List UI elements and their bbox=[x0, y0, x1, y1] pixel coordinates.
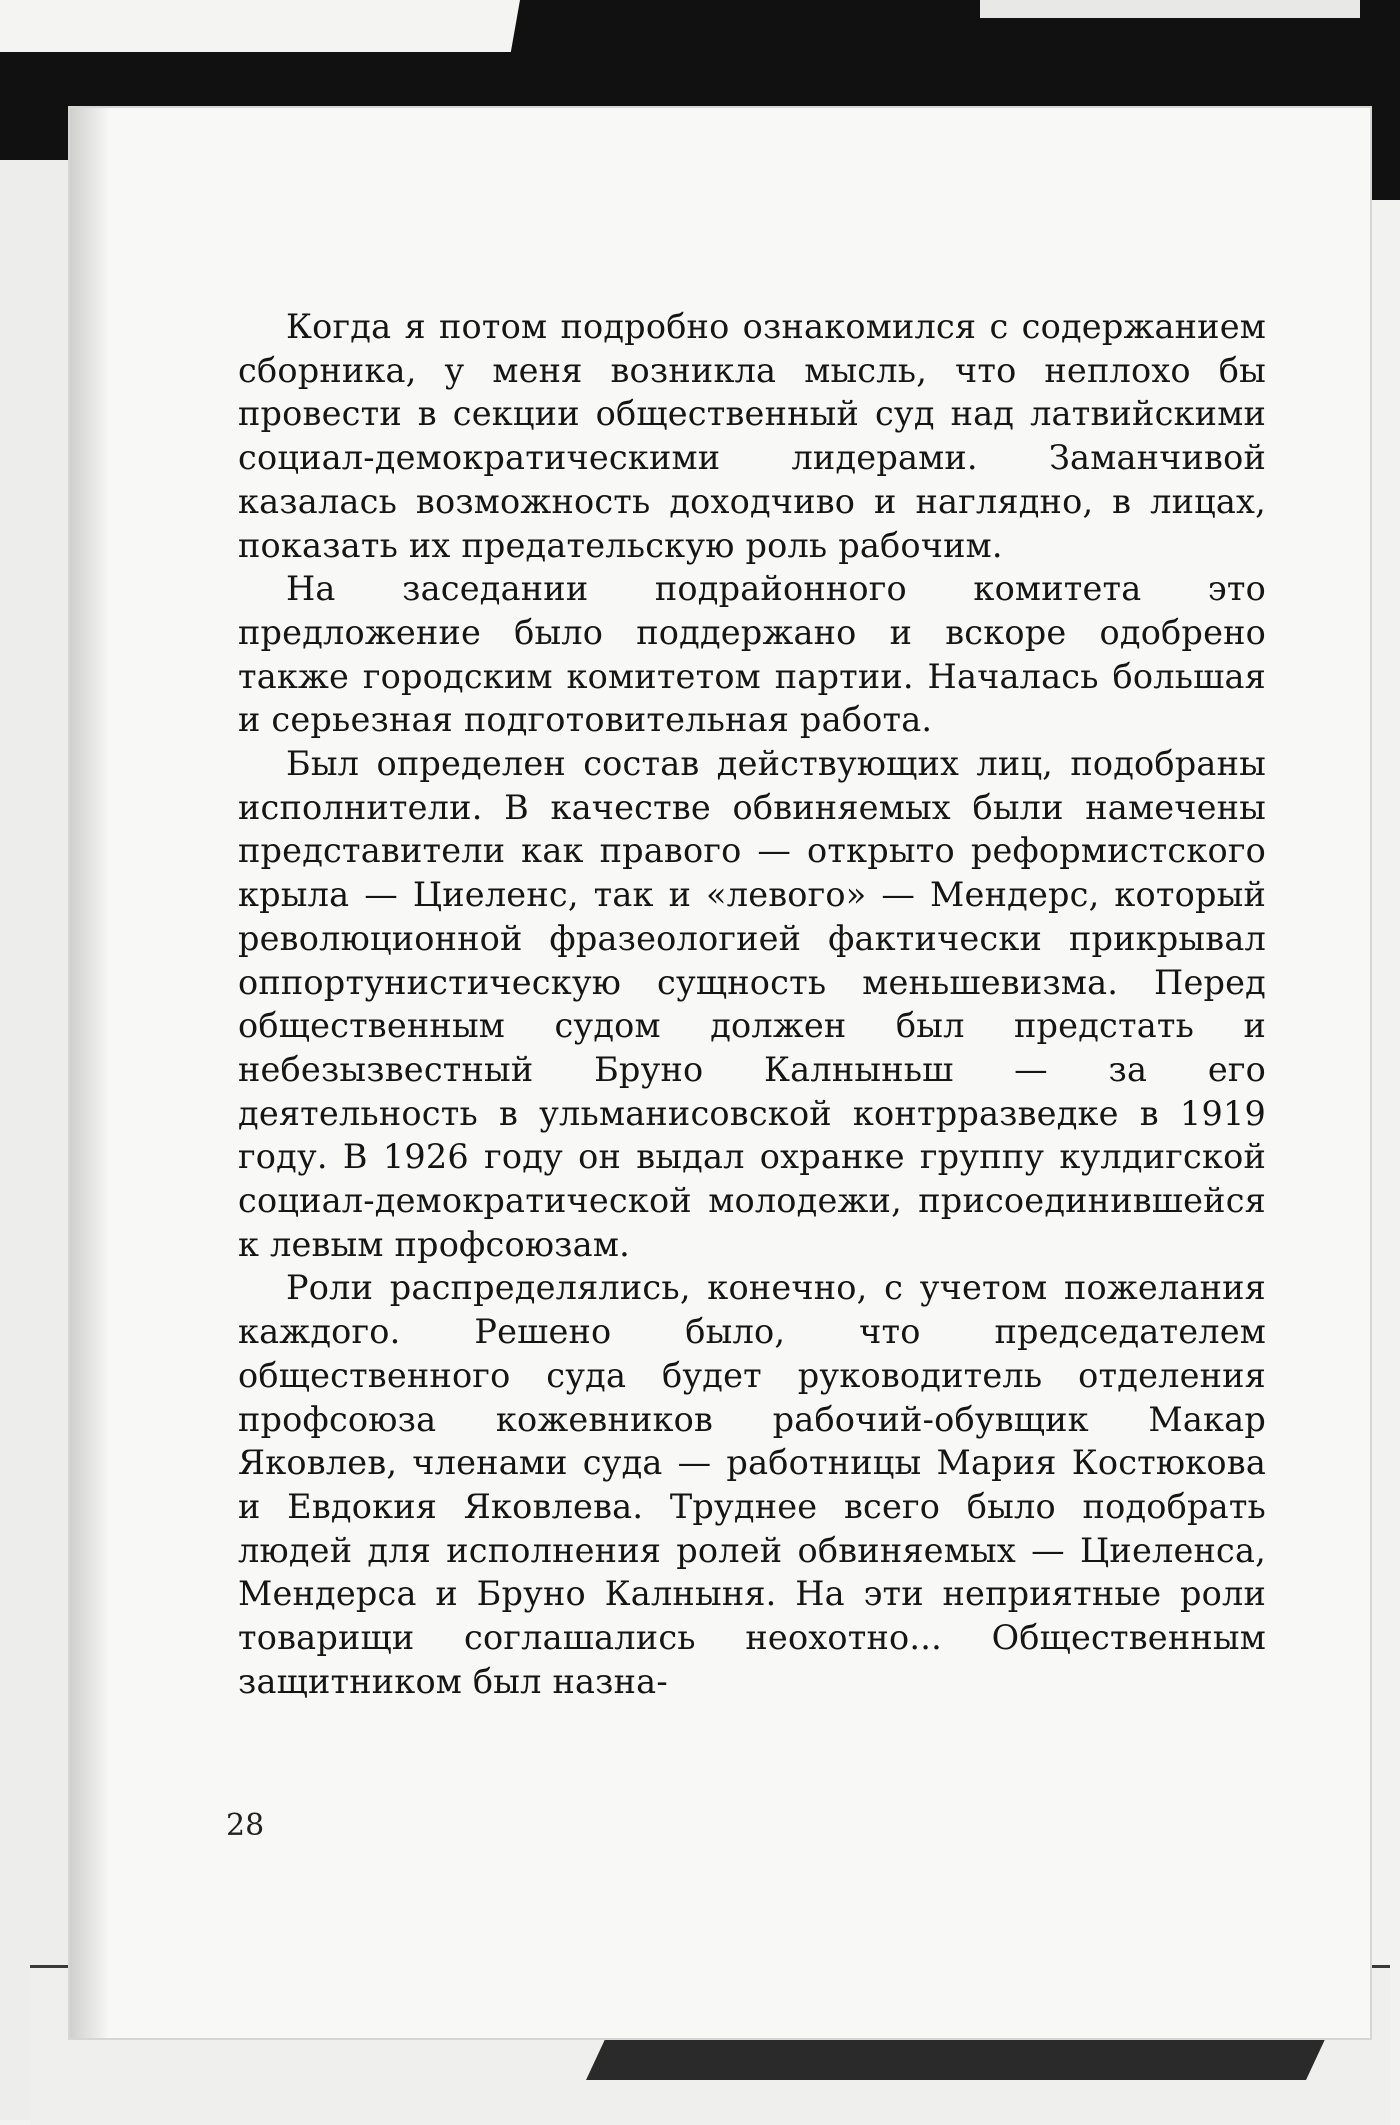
page-text bbox=[238, 305, 1266, 1704]
page-gutter-shadow bbox=[70, 108, 110, 2038]
paragraph: Роли распределялись, конечно, с учетом пожелания каждого. Решено было, что председателем общественного суда будет руководитель отделения профсоюза кожевников рабочий-обувщик Макар Яковлев, членами суда — работницы Мария Костюкова и Евдокия Яковлева. Труднее всего было подобрать людей для исполнения ролей обвиняемых — Циеленса, Мендерса и Бруно Калныня. На эти неприятные роли товарищи соглашались неохотно... Общественным защитником был назна- bbox=[238, 1268, 1266, 1701]
book-left-edge bbox=[0, 160, 72, 2120]
paragraph: Когда я потом подробно ознакомился с содержанием сборника, у меня возникла мысль, что неплохо бы провести в секции общественный суд над латвийскими социал-демократическими лидерами. Заманчивой казалась возможность доходчиво и наглядно, в лицах, показать их предательскую роль рабочим. bbox=[238, 307, 1266, 565]
page-number: 28 bbox=[226, 1808, 265, 1843]
paper-corner-top bbox=[0, 0, 520, 52]
paper-strip-top bbox=[980, 0, 1360, 18]
paragraph: Был определен состав действующих лиц, подобраны исполнители. В качестве обвиняемых были намечены представители как правого — открыто реформистского крыла — Циеленс, так и «левого» — Мендерс, который революционной фразеологией фактически прикрывал оппортунистическую сущность меньшевизма. Перед общественным судом должен был предстать и небезызвестный Бруно Калныньш — за его деятельность в ульманисовской контрразведке в 1919 году. В 1926 году он выдал охранке группу кулдигской социал-демократической молодежи, присоединившейся к левым профсоюзам. bbox=[238, 744, 1266, 1264]
paragraph: На заседании подрайонного комитета это предложение было поддержано и вскоре одобрено также городским комитетом партии. Началась большая и серьезная подготовительная работа. bbox=[238, 569, 1266, 740]
